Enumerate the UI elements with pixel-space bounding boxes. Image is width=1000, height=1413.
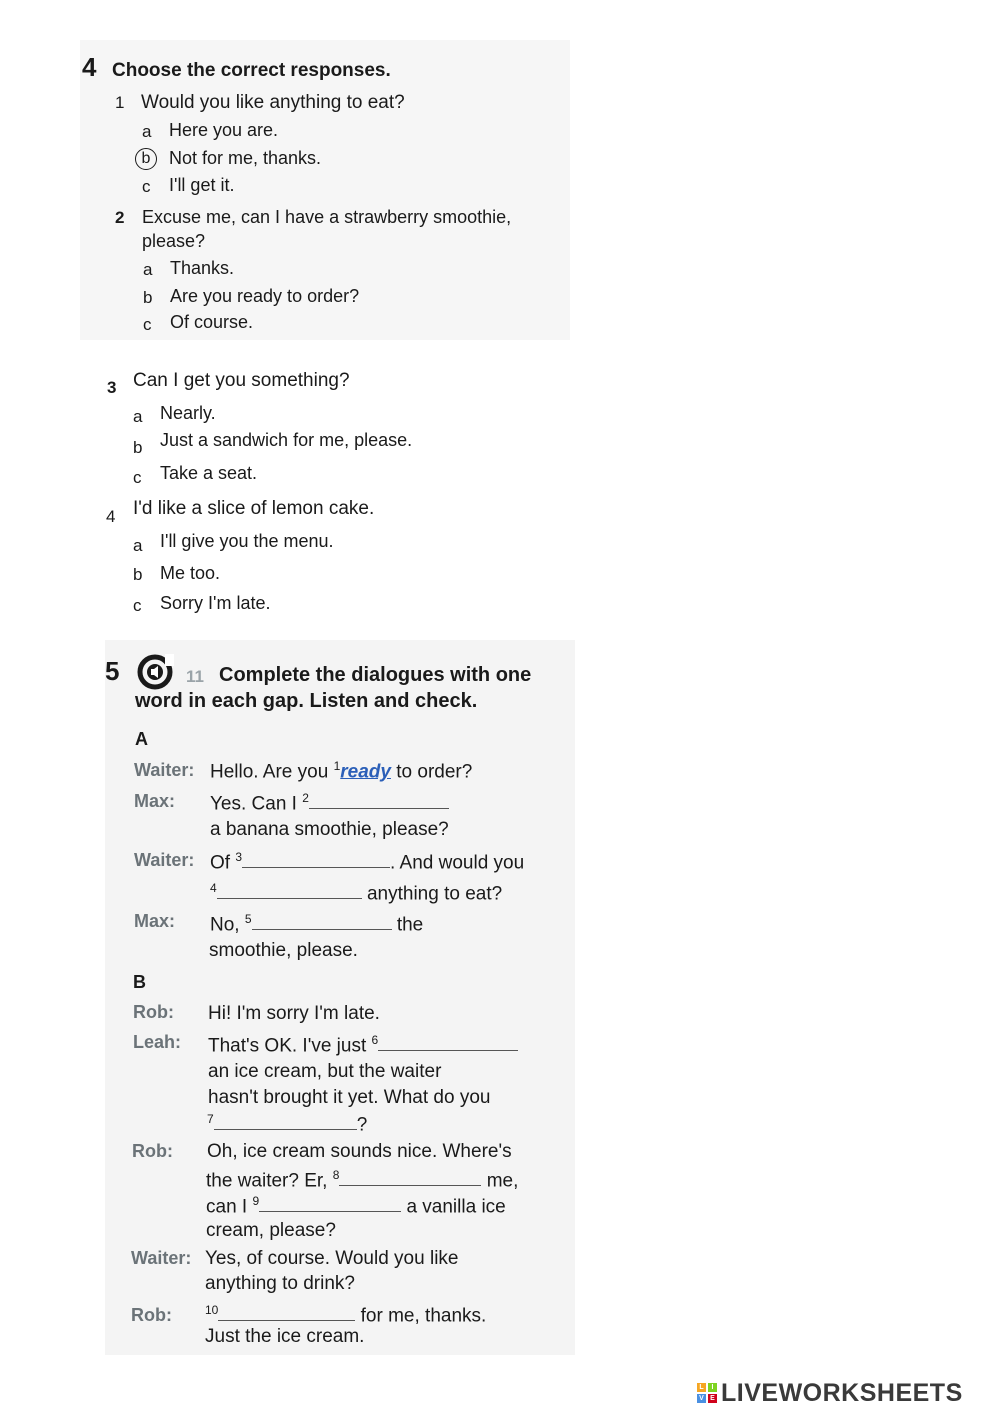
q4-option-a-letter[interactable]: a <box>133 536 143 555</box>
speaker-max: Max: <box>134 791 176 811</box>
liveworksheets-logo <box>697 1378 963 1408</box>
q3-option-c-text[interactable]: Take a seat. <box>160 463 258 483</box>
question-4-text: I'd like a slice of lemon cake. <box>133 498 375 519</box>
speaker-rob: Rob: <box>131 1305 172 1325</box>
gap-5-blank[interactable] <box>252 914 392 930</box>
line-text: No, <box>210 914 245 936</box>
dialogue-a-line-2 <box>210 791 449 815</box>
line-text: Hello. Are you <box>210 761 334 783</box>
question-2-text-line2: please? <box>142 231 206 251</box>
question-1-number: 1 <box>115 93 125 112</box>
q3-option-a-letter[interactable]: a <box>133 407 143 426</box>
q2-option-a-text[interactable]: Thanks. <box>170 258 235 278</box>
dialogue-b-line-4b: anything to drink? <box>205 1273 355 1294</box>
exercise-4-title: Choose the correct responses. <box>112 60 391 81</box>
gap-number-8: 8 <box>332 1168 340 1182</box>
gap-2-blank[interactable] <box>309 793 449 809</box>
speaker-waiter: Waiter: <box>134 850 195 870</box>
line-text: That's OK. I've just <box>208 1035 372 1057</box>
q1-option-b-text[interactable]: Not for me, thanks. <box>169 148 322 168</box>
logo-mark-icon <box>697 1383 717 1403</box>
dialogue-a-line-4b: smoothie, please. <box>209 940 358 961</box>
gap-4-blank[interactable] <box>217 883 362 899</box>
question-1-text: Would you like anything to eat? <box>141 92 405 113</box>
speaker-max: Max: <box>134 911 176 931</box>
gap-number-3: 3 <box>235 850 243 864</box>
q3-option-a-text[interactable]: Nearly. <box>160 403 216 423</box>
q2-option-c-letter[interactable]: c <box>143 315 152 334</box>
dialogue-b-line-5b: Just the ice cream. <box>205 1326 365 1347</box>
line-text: the waiter? Er, <box>206 1170 333 1192</box>
dialogue-b-line-2b: an ice cream, but the waiter <box>208 1061 442 1082</box>
q1-option-a-letter[interactable]: a <box>142 122 152 141</box>
q2-option-b-text[interactable]: Are you ready to order? <box>170 286 360 306</box>
gap-number-4: 4 <box>210 881 217 895</box>
dialogue-b-line-3c <box>206 1194 506 1218</box>
exercise-4-number: 4 <box>82 52 97 82</box>
q4-option-b-letter[interactable]: b <box>133 565 143 584</box>
q1-option-a-text[interactable]: Here you are. <box>169 120 279 140</box>
speaker-waiter: Waiter: <box>134 760 195 780</box>
exercise-5-title-line1: Complete the dialogues with one <box>219 664 532 686</box>
dialogue-b-label: B <box>133 972 146 992</box>
q1-option-b-circled-letter[interactable]: b <box>135 148 157 170</box>
q3-option-c-letter[interactable]: c <box>133 468 142 487</box>
gap-number-6: 6 <box>371 1033 379 1047</box>
speaker-waiter: Waiter: <box>131 1248 192 1268</box>
gap-number-10: 10 <box>205 1303 219 1317</box>
dialogue-a-line-3 <box>210 850 524 874</box>
gap-number-5: 5 <box>244 912 252 926</box>
q1-option-c-letter[interactable]: c <box>142 177 151 196</box>
speaker-rob: Rob: <box>133 1002 174 1022</box>
line-text: anything to eat? <box>361 883 503 905</box>
gap-6-blank[interactable] <box>378 1035 518 1051</box>
audio-track-number: 11 <box>186 667 204 686</box>
line-text: the <box>391 914 424 936</box>
logo-mark-letter-v: V <box>697 1394 706 1403</box>
exercise-5-title-line2: word in each gap. Listen and check. <box>135 690 478 712</box>
q4-option-c-letter[interactable]: c <box>133 596 142 615</box>
line-text: . And would you <box>390 852 525 874</box>
q3-option-b-text[interactable]: Just a sandwich for me, please. <box>160 430 413 450</box>
speaker-rob: Rob: <box>132 1141 173 1161</box>
dialogue-b-line-3d: cream, please? <box>206 1220 336 1241</box>
gap-number-2: 2 <box>302 791 309 805</box>
q4-option-a-text[interactable]: I'll give you the menu. <box>160 531 334 551</box>
dialogue-a-line-4 <box>210 912 423 936</box>
logo-text: LIVEWORKSHEETS <box>721 1378 963 1407</box>
dialogue-b-line-3: Oh, ice cream sounds nice. Where's <box>207 1141 512 1162</box>
q2-option-a-letter[interactable]: a <box>143 260 153 279</box>
dialogue-b-line-5 <box>205 1303 486 1327</box>
line-text: me, <box>481 1170 519 1192</box>
dialogue-a-line-1 <box>210 759 472 783</box>
dialogue-b-line-1: Hi! I'm sorry I'm late. <box>208 1003 380 1024</box>
logo-mark-letter-i: I <box>708 1383 717 1392</box>
dialogue-b-line-2 <box>208 1033 518 1057</box>
gap-3-blank[interactable] <box>242 852 390 868</box>
audio-play-icon[interactable] <box>136 652 176 692</box>
logo-mark-letter-l: L <box>697 1383 706 1392</box>
line-text: ? <box>356 1114 368 1136</box>
dialogue-b-line-2c: hasn't brought it yet. What do you <box>208 1087 491 1108</box>
gap-number-9: 9 <box>252 1194 260 1208</box>
q4-option-c-text[interactable]: Sorry I'm late. <box>160 593 271 613</box>
gap-9-blank[interactable] <box>259 1196 401 1212</box>
line-text: to order? <box>390 761 473 783</box>
line-text: Of <box>210 852 236 874</box>
logo-mark-letter-e: E <box>708 1394 717 1403</box>
line-text: for me, thanks. <box>355 1305 487 1327</box>
q2-option-c-text[interactable]: Of course. <box>170 312 254 332</box>
dialogue-a-label: A <box>135 729 148 749</box>
question-2-text: Excuse me, can I have a strawberry smoothie, <box>142 207 512 227</box>
question-2-number: 2 <box>115 208 125 227</box>
q2-option-b-letter[interactable]: b <box>143 288 153 307</box>
gap-10-blank[interactable] <box>218 1305 355 1321</box>
dialogue-b-line-4: Yes, of course. Would you like <box>205 1248 459 1269</box>
line-text: can I <box>206 1196 253 1218</box>
exercise-5-number: 5 <box>105 656 120 686</box>
dialogue-a-line-2b: a banana smoothie, please? <box>210 819 449 840</box>
gap-number-1: 1 <box>333 759 341 773</box>
question-3-text: Can I get you something? <box>133 370 350 391</box>
question-4-number: 4 <box>106 507 116 526</box>
dialogue-b-line-3b <box>206 1168 518 1192</box>
line-text: a vanilla ice <box>401 1196 506 1218</box>
gap-7-blank[interactable] <box>214 1114 357 1130</box>
dialogue-b-line-2d <box>207 1112 367 1136</box>
speaker-leah: Leah: <box>133 1032 182 1052</box>
q3-option-b-letter[interactable]: b <box>133 438 143 457</box>
line-text: Yes. Can I <box>210 793 303 815</box>
q1-option-c-text[interactable]: I'll get it. <box>169 175 235 195</box>
question-3-number: 3 <box>107 378 117 397</box>
gap-8-blank[interactable] <box>339 1170 481 1186</box>
dialogue-a-line-3b <box>210 881 502 905</box>
gap-1-answer[interactable]: ready <box>340 761 391 783</box>
q4-option-b-text[interactable]: Me too. <box>160 563 221 583</box>
gap-number-7: 7 <box>207 1112 214 1126</box>
